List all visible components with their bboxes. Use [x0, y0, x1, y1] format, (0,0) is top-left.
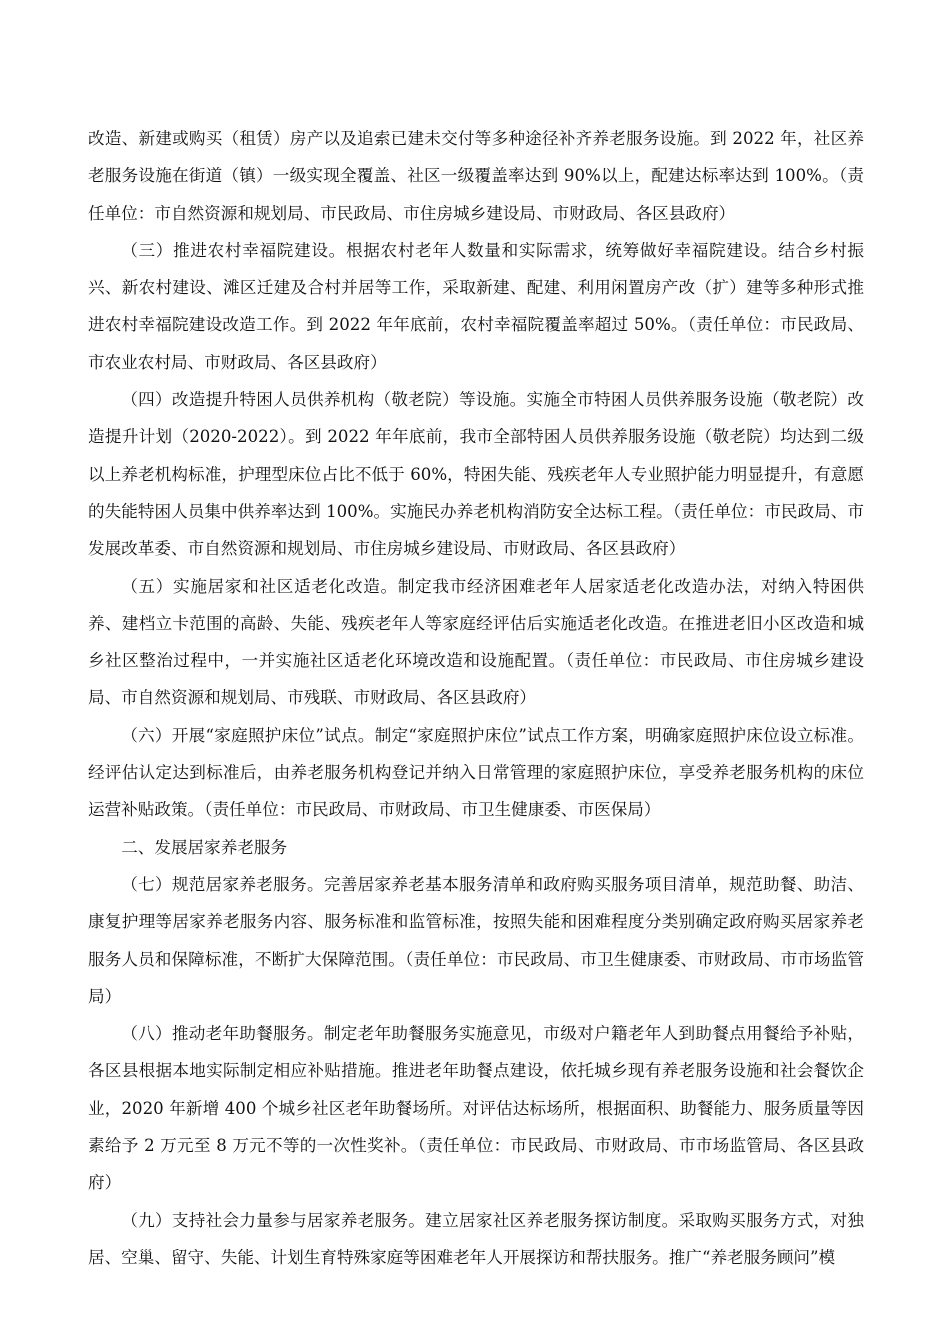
section-heading-home-care: 二、发展居家养老服务: [121, 837, 288, 857]
paragraph-nursing-home-upgrade: （四）改造提升特困人员供养机构（敬老院）等设施。实施全市特困人员供养服务设施（敬老院）改造提升计划（2020-2022）。到 2022 年年底前，我市全部特困人员供养服务设施（敬老院）均达到二级以上养老机构标准，护理型床位占比不低于 60%，特困失能、残疾老年人专业照护能力明显提升，有意愿的失能特困人员集中供养率达到 100%。实施民办养老机构消防安全达标工程。（责任单位：市民政局、市发展改革委、市自然资源和规划局、市住房城乡建设局、市财政局、各区县政府）: [88, 390, 864, 559]
paragraph-continuation: 改造、新建或购买（租赁）房产以及追索已建未交付等多种途径补齐养老服务设施。到 2022 年，社区养老服务设施在街道（镇）一级实现全覆盖、社区一级覆盖率达到 90%以上，配建达标率达到 100%。（责任单位：市自然资源和规划局、市民政局、市住房城乡建设局、市财政局、各区县政府）: [88, 129, 864, 223]
document-page: [88, 120, 864, 1276]
paragraph-rural-happiness-homes: （三）推进农村幸福院建设。根据农村老年人数量和实际需求，统筹做好幸福院建设。结合乡村振兴、新农村建设、滩区迁建及合村并居等工作，采取新建、配建、利用闲置房产改（扩）建等多种形式推进农村幸福院建设改造工作。到 2022 年年底前，农村幸福院覆盖率超过 50%。（责任单位：市民政局、市农业农村局、市财政局、各区县政府）: [88, 240, 864, 372]
paragraph-meal-assistance: （八）推动老年助餐服务。制定老年助餐服务实施意见，市级对户籍老年人到助餐点用餐给予补贴，各区县根据本地实际制定相应补贴措施。推进老年助餐点建设，依托城乡现有养老服务设施和社会餐饮企业，2020 年新增 400 个城乡社区老年助餐场所。对评估达标场所，根据面积、助餐能力、服务质量等因素给予 2 万元至 8 万元不等的一次性奖补。（责任单位：市民政局、市财政局、市市场监管局、各区县政府）: [88, 1024, 864, 1193]
paragraph-age-friendly-renovation: （五）实施居家和社区适老化改造。制定我市经济困难老年人居家适老化改造办法，对纳入特困供养、建档立卡范围的高龄、失能、残疾老年人等家庭经评估后实施适老化改造。在推进老旧小区改造和城乡社区整治过程中，一并实施社区适老化环境改造和设施配置。（责任单位：市民政局、市住房城乡建设局、市自然资源和规划局、市残联、市财政局、各区县政府）: [88, 576, 864, 708]
paragraph-social-participation: （九）支持社会力量参与居家养老服务。建立居家社区养老服务探访制度。采取购买服务方式，对独居、空巢、留守、失能、计划生育特殊家庭等困难老年人开展探访和帮扶服务。推广“养老服务顾问”模: [88, 1210, 864, 1267]
paragraph-standardize-home-care: （七）规范居家养老服务。完善居家养老基本服务清单和政府购买服务项目清单，规范助餐、助洁、康复护理等居家养老服务内容、服务标准和监管标准，按照失能和困难程度分类别确定政府购买居家养老服务人员和保障标准，不断扩大保障范围。（责任单位：市民政局、市卫生健康委、市财政局、市市场监管局）: [88, 874, 864, 1006]
paragraph-family-care-beds: （六）开展“家庭照护床位”试点。制定“家庭照护床位”试点工作方案，明确家庭照护床位设立标准。经评估认定达到标准后，由养老服务机构登记并纳入日常管理的家庭照护床位，享受养老服务机构的床位运营补贴政策。（责任单位：市民政局、市财政局、市卫生健康委、市医保局）: [88, 725, 864, 820]
